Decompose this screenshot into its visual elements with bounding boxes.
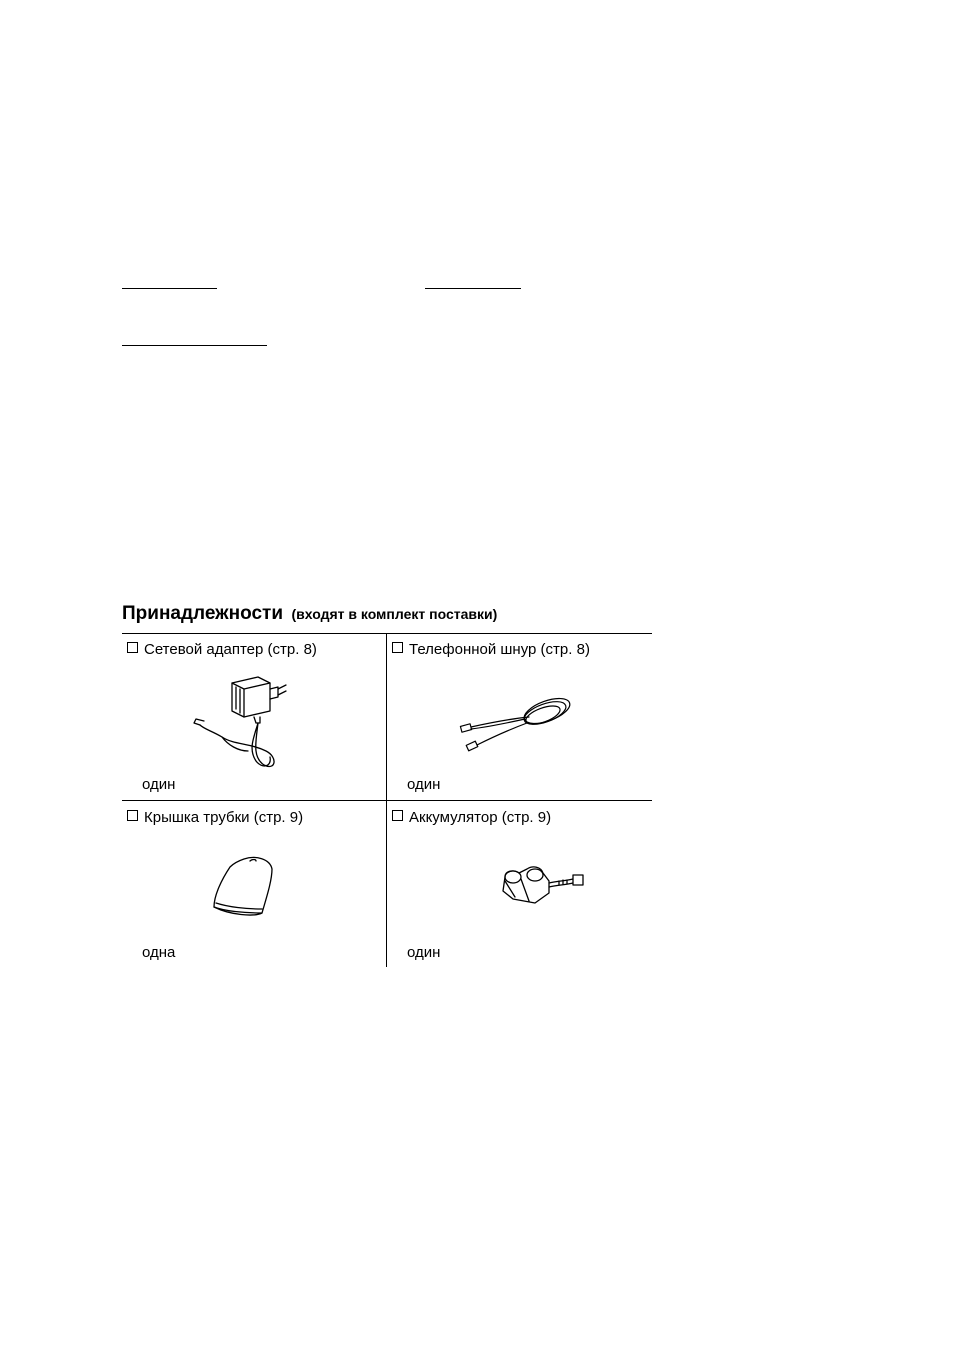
accessory-quantity: один [142,776,176,793]
accessory-quantity: один [407,944,441,961]
checkbox-icon [392,810,403,821]
section-subtitle: (входят в комплект поставки) [291,606,498,622]
checkbox-icon [127,810,138,821]
accessory-label [392,641,590,658]
checkbox-icon [392,642,403,653]
accessory-label-text: Крышка трубки (стр. 9) [144,809,304,826]
accessory-cell-telephone-cord [387,633,651,800]
underline-rule [122,288,217,289]
accessory-label [127,641,317,658]
accessory-label [127,809,303,826]
underline-rule [122,345,267,346]
ac-adapter-icon [192,665,302,773]
accessory-cell-battery [387,801,651,968]
accessory-quantity: один [407,776,441,793]
accessory-cell-handset-cover [122,801,386,968]
accessory-label-text: Телефонной шнур (стр. 8) [409,641,590,658]
handset-cover-icon [210,855,278,917]
accessory-label-text: Сетевой адаптер (стр. 8) [144,641,317,658]
checkbox-icon [127,642,138,653]
underline-rule [425,288,521,289]
section-heading [122,604,497,623]
accessory-label-text: Аккумулятор (стр. 9) [409,809,552,826]
section-title: Принадлежности [122,603,284,624]
accessory-cell-ac-adapter [122,633,386,800]
accessory-quantity: одна [142,944,176,961]
accessory-label [392,809,551,826]
accessories-table [122,633,652,967]
battery-pack-icon [499,861,593,909]
telephone-cord-icon [455,693,573,757]
